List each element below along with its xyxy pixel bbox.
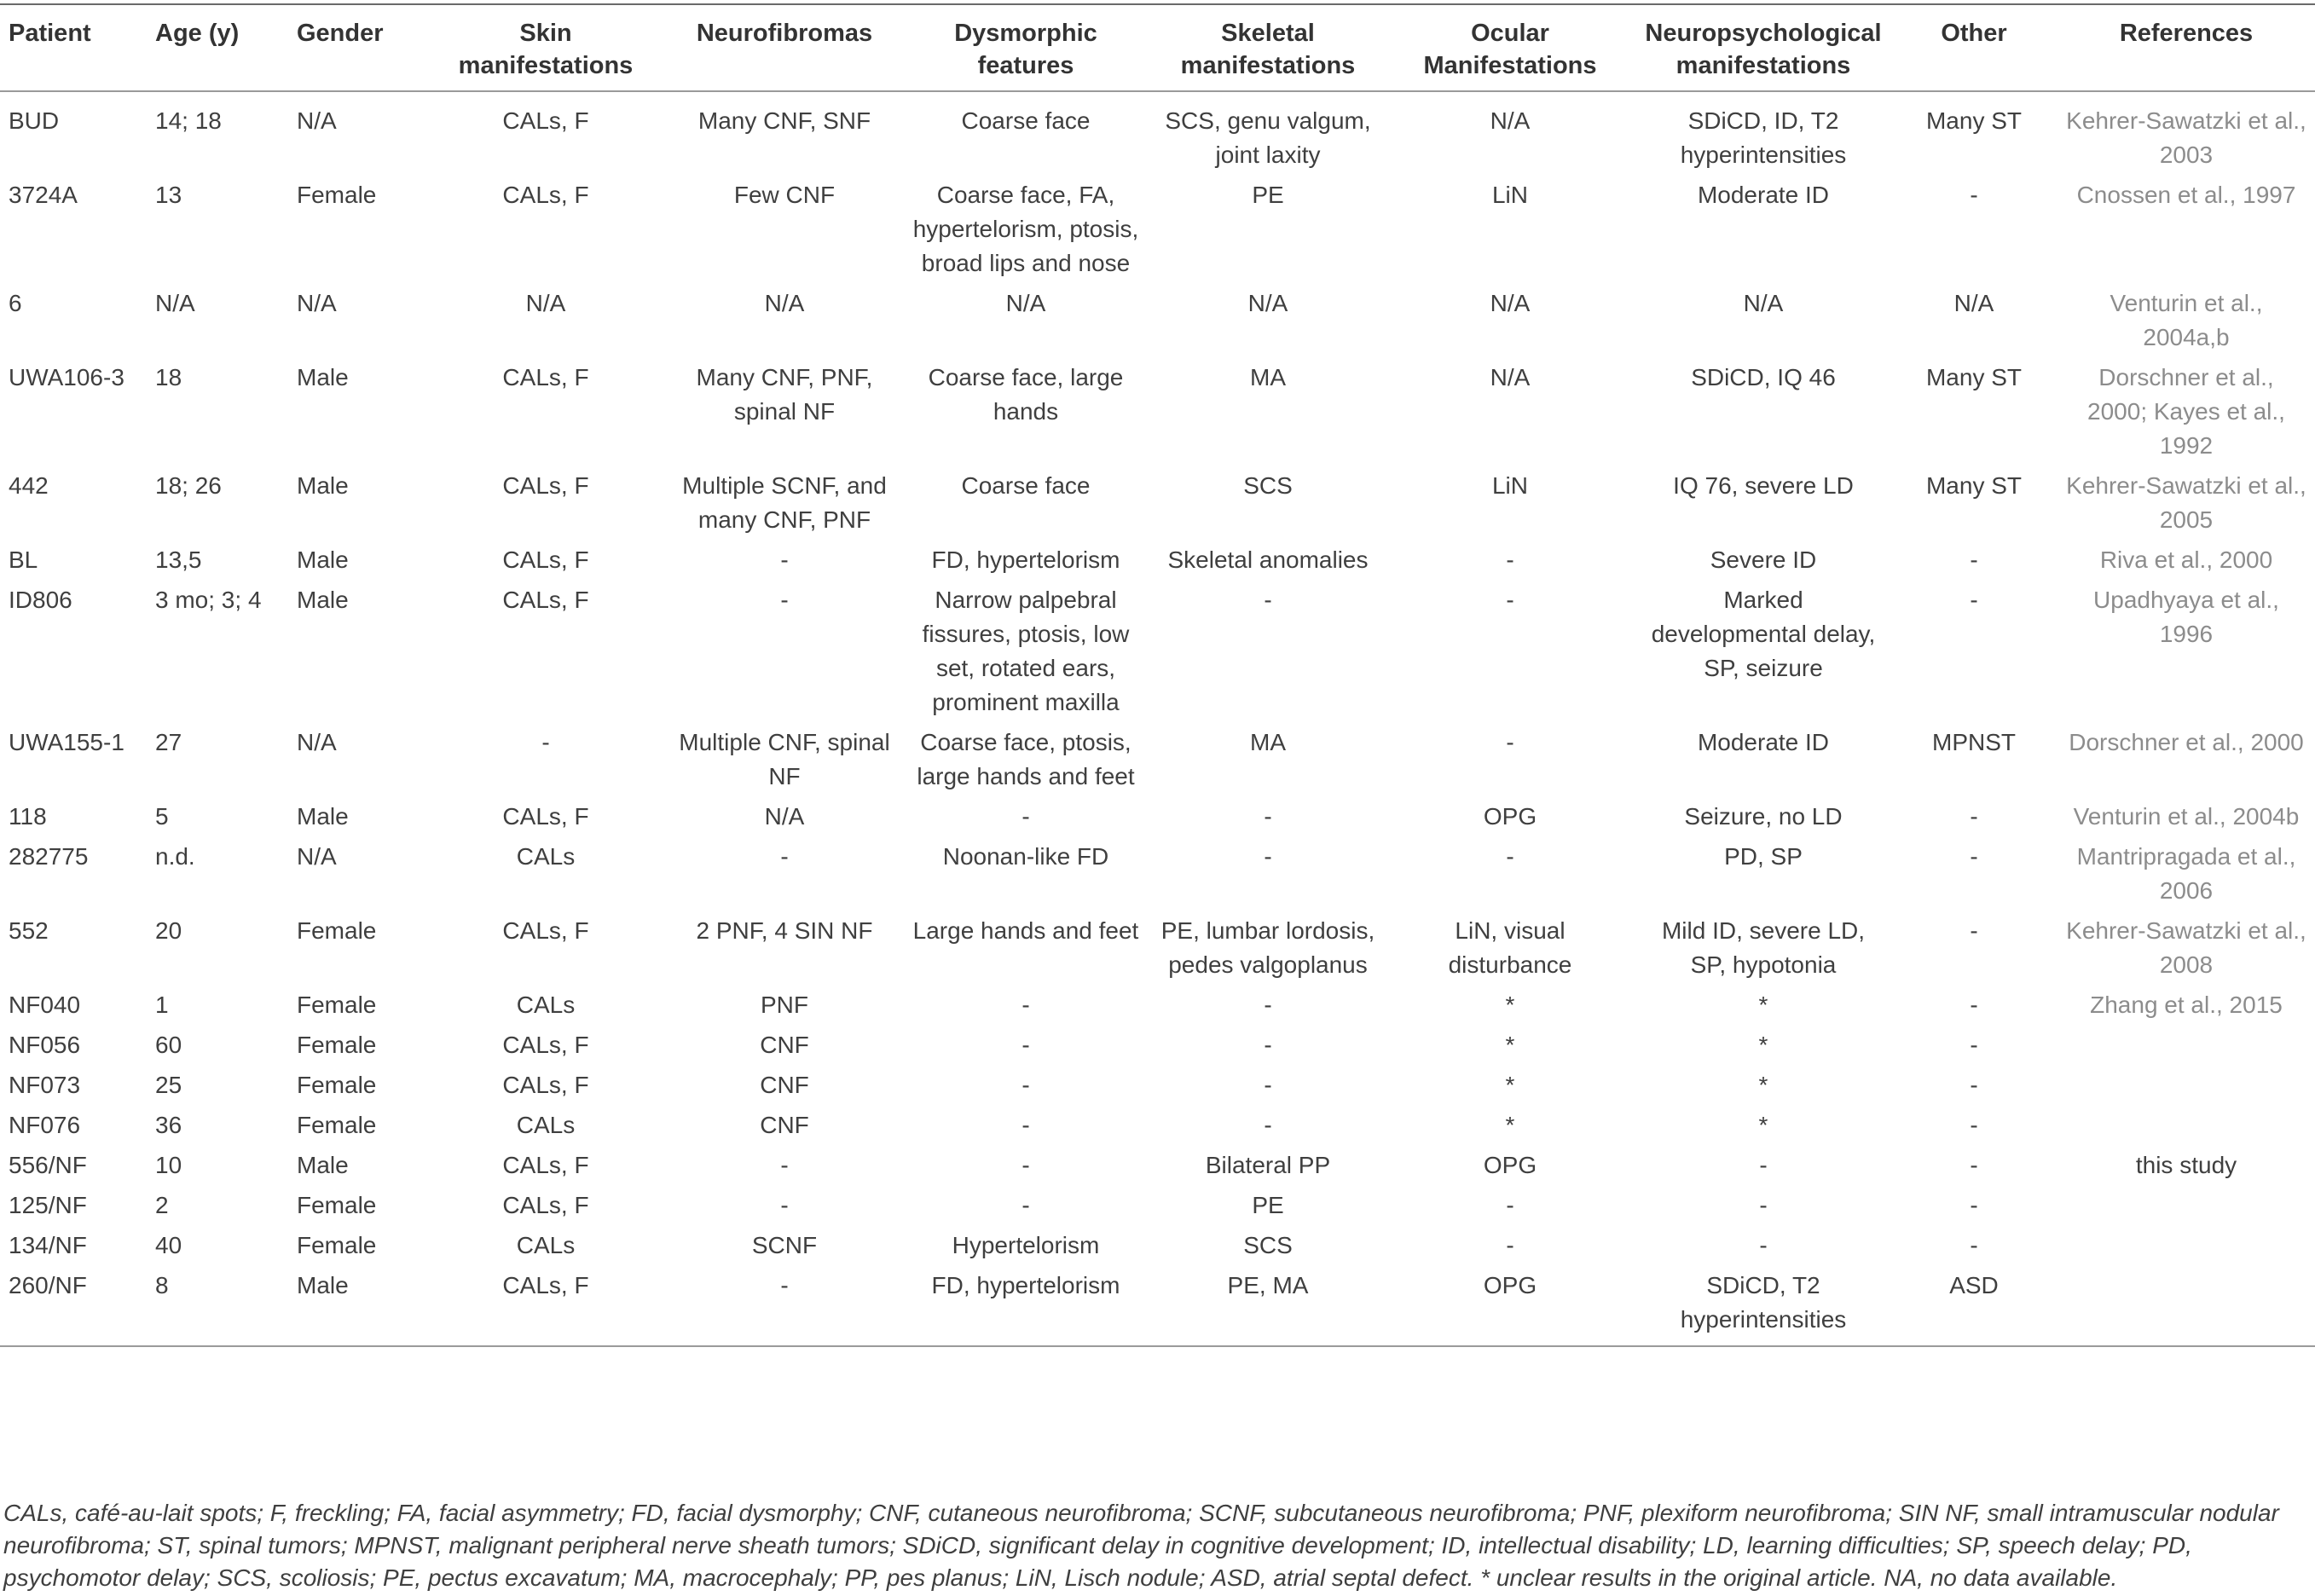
cell-skin: CALs, F bbox=[502, 364, 589, 390]
cell-gender: Male bbox=[297, 364, 349, 390]
cell-other: - bbox=[1970, 917, 1978, 944]
cell-neuropsych: - bbox=[1759, 1232, 1768, 1258]
cell-dysmorphic: Coarse face bbox=[961, 472, 1091, 499]
cell-ocular: - bbox=[1506, 587, 1514, 613]
header-patient: Patient bbox=[9, 20, 91, 47]
table-row bbox=[0, 1066, 2315, 1106]
cell-other: - bbox=[1970, 803, 1978, 830]
cell-neuropsych: Moderate ID bbox=[1697, 729, 1830, 755]
cell-ocular: - bbox=[1506, 546, 1514, 573]
cell-references bbox=[2057, 1106, 2315, 1146]
cell-skeletal: - bbox=[1264, 1032, 1272, 1058]
cell-neurofibromas: N/A bbox=[764, 803, 805, 830]
cell-other: Many ST bbox=[1925, 364, 2023, 390]
cell-age: 8 bbox=[155, 1272, 169, 1298]
cell-age: 13 bbox=[155, 182, 182, 208]
cell-skeletal: - bbox=[1264, 587, 1272, 613]
cell-neurofibromas: - bbox=[780, 1272, 789, 1298]
cell-skin: CALs, F bbox=[502, 1192, 589, 1218]
table-footnote: CALs, café-au-lait spots; F, freckling; FA, facial asymmetry; FD, facial dysmorphy; CNF, cutaneous neurofibroma; SCNF, subcutaneous neurofibroma; PNF, plexiform neurofibroma; SIN NF, small intramuscular nodular neurofibroma; ST, spinal tumors; MPNST, malignant peripheral nerve sheath tumors; SDiCD, significant delay in cognitive development; ID, intellectual disability; LD, learning difficulties; SP, speech delay; PD, psychomotor delay; SCS, scoliosis; PE, pectus excavatum; MA, macrocephaly; PP, pes planus; LiN, Lisch nodule; ASD, atrial septal defect. * unclear results in the original article. NA, no data available. bbox=[3, 1500, 2279, 1591]
cell-dysmorphic: Narrow palpebral fissures, ptosis, low set, rotated ears, prominent maxilla bbox=[922, 587, 1130, 715]
cell-skin: CALs, F bbox=[502, 1152, 589, 1178]
cell-neurofibromas: CNF bbox=[760, 1112, 809, 1138]
cell-patient: 442 bbox=[9, 472, 49, 499]
cell-neurofibromas: Multiple SCNF, and many CNF, PNF bbox=[682, 472, 887, 533]
header-gender: Gender bbox=[297, 20, 384, 47]
cell-skin: CALs, F bbox=[502, 107, 589, 134]
cell-gender: Female bbox=[297, 992, 377, 1018]
cell-age: 20 bbox=[155, 917, 182, 944]
cell-skin: CALs bbox=[516, 843, 576, 870]
cell-skeletal: SCS bbox=[1243, 472, 1293, 499]
cell-dysmorphic: Noonan-like FD bbox=[942, 843, 1109, 870]
cell-ocular: OPG bbox=[1483, 803, 1537, 830]
table-row bbox=[0, 1226, 2315, 1266]
cell-neuropsych: N/A bbox=[1743, 290, 1784, 316]
cell-neurofibromas: Many CNF, SNF bbox=[697, 107, 871, 134]
header-neurofibromas: Neurofibromas bbox=[696, 20, 873, 47]
cell-patient: 552 bbox=[9, 917, 49, 944]
cell-skin: CALs, F bbox=[502, 1272, 589, 1298]
cell-age: 60 bbox=[155, 1032, 182, 1058]
cell-other: - bbox=[1970, 1152, 1978, 1178]
cell-skeletal: MA bbox=[1250, 364, 1286, 390]
cell-ocular: - bbox=[1506, 1192, 1514, 1218]
cell-neuropsych: Mild ID, severe LD, SP, hypotonia bbox=[1661, 917, 1866, 978]
cell-ocular: OPG bbox=[1483, 1152, 1537, 1178]
cell-references bbox=[2057, 1226, 2315, 1266]
cell-gender: Female bbox=[297, 1112, 377, 1138]
header-age: Age (y) bbox=[155, 20, 240, 47]
cell-neurofibromas: SCNF bbox=[751, 1232, 818, 1258]
cell-neurofibromas: Many CNF, PNF, spinal NF bbox=[696, 364, 873, 425]
cell-references-link[interactable]: Upadhyaya et al., 1996 bbox=[2093, 587, 2279, 647]
cell-references-link[interactable]: Venturin et al., 2004b bbox=[2073, 803, 2300, 830]
cell-age: 2 bbox=[155, 1192, 169, 1218]
cell-other: Many ST bbox=[1925, 107, 2023, 134]
table-row bbox=[0, 1146, 2315, 1186]
cell-age: n.d. bbox=[155, 843, 195, 870]
cell-dysmorphic: N/A bbox=[1005, 290, 1046, 316]
cell-gender: Female bbox=[297, 1072, 377, 1098]
cell-other: N/A bbox=[1953, 290, 1994, 316]
cell-references bbox=[2057, 1266, 2315, 1346]
cell-age: N/A bbox=[155, 290, 195, 316]
cell-age: 10 bbox=[155, 1152, 182, 1178]
cell-age: 14; 18 bbox=[155, 107, 222, 134]
cell-references bbox=[2057, 1066, 2315, 1106]
cell-patient: 125/NF bbox=[9, 1192, 87, 1218]
cell-skin: CALs, F bbox=[502, 1072, 589, 1098]
table-body bbox=[0, 91, 2315, 1346]
cell-ocular: - bbox=[1506, 843, 1514, 870]
cell-references-link[interactable]: Mantripragada et al., 2006 bbox=[2076, 843, 2296, 904]
cell-ocular: * bbox=[1505, 992, 1515, 1018]
header-row bbox=[0, 4, 2315, 91]
cell-skeletal: MA bbox=[1250, 729, 1286, 755]
cell-skeletal: - bbox=[1264, 992, 1272, 1018]
cell-ocular: - bbox=[1506, 1232, 1514, 1258]
cell-dysmorphic: - bbox=[1021, 1072, 1030, 1098]
cell-skin: CALs, F bbox=[502, 917, 589, 944]
cell-ocular: - bbox=[1506, 729, 1514, 755]
table-row bbox=[0, 581, 2315, 723]
cell-other: - bbox=[1970, 1232, 1978, 1258]
cell-neuropsych: * bbox=[1758, 1112, 1768, 1138]
cell-references-link[interactable]: Dorschner et al., 2000; Kayes et al., 1992 bbox=[2087, 364, 2285, 459]
cell-ocular: N/A bbox=[1490, 364, 1531, 390]
cell-neurofibromas: - bbox=[780, 1192, 789, 1218]
cell-skeletal: PE bbox=[1252, 1192, 1284, 1218]
table-row bbox=[0, 1186, 2315, 1226]
cell-skin: CALs, F bbox=[502, 1032, 589, 1058]
cell-other: - bbox=[1970, 587, 1978, 613]
cell-skin: CALs, F bbox=[502, 803, 589, 830]
table-row bbox=[0, 91, 2315, 176]
table-row bbox=[0, 1266, 2315, 1346]
cell-ocular: N/A bbox=[1490, 290, 1531, 316]
cell-gender: Female bbox=[297, 1232, 377, 1258]
cell-references-link[interactable]: Cnossen et al., 1997 bbox=[2076, 182, 2296, 208]
cell-neurofibromas: Few CNF bbox=[733, 182, 836, 208]
cell-skin: CALs, F bbox=[502, 472, 589, 499]
cell-dysmorphic: - bbox=[1021, 1152, 1030, 1178]
cell-dysmorphic: Coarse face, ptosis, large hands and feet bbox=[917, 729, 1135, 789]
cell-ocular: * bbox=[1505, 1032, 1515, 1058]
cell-neuropsych: SDiCD, T2 hyperintensities bbox=[1680, 1272, 1847, 1333]
cell-dysmorphic: FD, hypertelorism bbox=[931, 1272, 1120, 1298]
cell-neuropsych: Marked developmental delay, SP, seizure bbox=[1651, 587, 1876, 681]
cell-skeletal: PE, lumbar lordosis, pedes valgoplanus bbox=[1160, 917, 1375, 978]
cell-patient: 6 bbox=[9, 290, 22, 316]
cell-other: ASD bbox=[1949, 1272, 1999, 1298]
cell-skeletal: - bbox=[1264, 1072, 1272, 1098]
cell-dysmorphic: Coarse face, large hands bbox=[928, 364, 1124, 425]
cell-other: - bbox=[1970, 182, 1978, 208]
cell-other: MPNST bbox=[1932, 729, 2016, 755]
cell-dysmorphic: - bbox=[1021, 992, 1030, 1018]
table-row bbox=[0, 797, 2315, 837]
cell-patient: 260/NF bbox=[9, 1272, 87, 1298]
cell-references bbox=[2057, 1026, 2315, 1066]
cell-other: - bbox=[1970, 1072, 1978, 1098]
header-references: References bbox=[2119, 20, 2254, 47]
cell-gender: N/A bbox=[297, 843, 337, 870]
cell-neuropsych: - bbox=[1759, 1152, 1768, 1178]
cell-age: 13,5 bbox=[155, 546, 202, 573]
cell-skin: CALs bbox=[516, 992, 576, 1018]
cell-age: 36 bbox=[155, 1112, 182, 1138]
cell-skin: CALs, F bbox=[502, 182, 589, 208]
cell-skin: CALs, F bbox=[502, 546, 589, 573]
header-other: Other bbox=[1941, 20, 2007, 47]
table-row bbox=[0, 1026, 2315, 1066]
cell-age: 25 bbox=[155, 1072, 182, 1098]
cell-skeletal: Bilateral PP bbox=[1205, 1152, 1331, 1178]
cell-references-link[interactable]: Kehrer-Sawatzki et al., 2008 bbox=[2066, 917, 2306, 978]
cell-gender: Male bbox=[297, 587, 349, 613]
cell-patient: UWA155-1 bbox=[9, 729, 124, 755]
cell-age: 18 bbox=[155, 364, 182, 390]
cell-gender: Male bbox=[297, 1272, 349, 1298]
cell-ocular: LiN, visual disturbance bbox=[1448, 917, 1572, 978]
cell-ocular: OPG bbox=[1483, 1272, 1537, 1298]
cell-other: - bbox=[1970, 1032, 1978, 1058]
cell-patient: BL bbox=[9, 546, 38, 573]
cell-skin: CALs, F bbox=[502, 587, 589, 613]
cell-dysmorphic: Large hands and feet bbox=[912, 917, 1139, 944]
cell-references-link[interactable]: Zhang et al., 2015 bbox=[2090, 992, 2283, 1018]
cell-neurofibromas: - bbox=[780, 587, 789, 613]
cell-gender: Female bbox=[297, 1032, 377, 1058]
cell-dysmorphic: Coarse face bbox=[961, 107, 1091, 134]
cell-gender: Female bbox=[297, 182, 377, 208]
cell-patient: ID806 bbox=[9, 587, 72, 613]
cell-neuropsych: Moderate ID bbox=[1697, 182, 1830, 208]
cell-patient: 282775 bbox=[9, 843, 89, 870]
cell-skin: CALs bbox=[516, 1112, 576, 1138]
cell-skeletal: - bbox=[1264, 1112, 1272, 1138]
cell-neurofibromas: 2 PNF, 4 SIN NF bbox=[696, 917, 873, 944]
cell-dysmorphic: Hypertelorism bbox=[952, 1232, 1100, 1258]
cell-dysmorphic: - bbox=[1021, 1032, 1030, 1058]
header-dysmorphic: Dysmorphic features bbox=[954, 20, 1097, 79]
cell-age: 5 bbox=[155, 803, 169, 830]
cell-ocular: * bbox=[1505, 1072, 1515, 1098]
cell-other: - bbox=[1970, 546, 1978, 573]
cell-neuropsych: - bbox=[1759, 1192, 1768, 1218]
cell-age: 3 mo; 3; 4 bbox=[155, 587, 262, 613]
cell-neurofibromas: N/A bbox=[764, 290, 805, 316]
cell-neuropsych: IQ 76, severe LD bbox=[1673, 472, 1854, 499]
cell-ocular: LiN bbox=[1491, 182, 1528, 208]
cell-skin: CALs bbox=[516, 1232, 576, 1258]
cell-neuropsych: SDiCD, IQ 46 bbox=[1691, 364, 1836, 390]
cell-patient: 134/NF bbox=[9, 1232, 87, 1258]
table-row bbox=[0, 466, 2315, 541]
cell-other: - bbox=[1970, 1192, 1978, 1218]
cell-patient: 3724A bbox=[9, 182, 78, 208]
cell-age: 27 bbox=[155, 729, 182, 755]
cell-neuropsych: * bbox=[1758, 1072, 1768, 1098]
cell-neuropsych: Seizure, no LD bbox=[1684, 803, 1843, 830]
cell-neuropsych: Severe ID bbox=[1710, 546, 1817, 573]
cell-references: this study bbox=[2135, 1152, 2237, 1178]
table-header bbox=[0, 4, 2315, 91]
cell-skeletal: - bbox=[1264, 843, 1272, 870]
cell-neuropsych: SDiCD, ID, T2 hyperintensities bbox=[1680, 107, 1847, 168]
cell-ocular: * bbox=[1505, 1112, 1515, 1138]
cell-skeletal: PE, MA bbox=[1227, 1272, 1309, 1298]
header-ocular: Ocular Manifestations bbox=[1423, 20, 1597, 79]
cell-patient: NF073 bbox=[9, 1072, 81, 1098]
cell-gender: Male bbox=[297, 803, 349, 830]
cell-patient: NF056 bbox=[9, 1032, 81, 1058]
cell-neuropsych: PD, SP bbox=[1724, 843, 1803, 870]
cell-age: 1 bbox=[155, 992, 169, 1018]
cell-age: 18; 26 bbox=[155, 472, 222, 499]
cell-neurofibromas: - bbox=[780, 546, 789, 573]
cell-neurofibromas: PNF bbox=[761, 992, 808, 1018]
table-row bbox=[0, 358, 2315, 466]
cell-skeletal: PE bbox=[1252, 182, 1284, 208]
table-row bbox=[0, 1106, 2315, 1146]
cell-dysmorphic: - bbox=[1021, 803, 1030, 830]
cell-patient: 556/NF bbox=[9, 1152, 87, 1178]
cell-skeletal: SCS, genu valgum, joint laxity bbox=[1165, 107, 1371, 168]
cell-patient: 118 bbox=[9, 803, 47, 830]
cell-skeletal: SCS bbox=[1243, 1232, 1293, 1258]
cell-skeletal: Skeletal anomalies bbox=[1167, 546, 1369, 573]
cell-references-link[interactable]: Dorschner et al., 2000 bbox=[2069, 729, 2304, 755]
table-row bbox=[0, 176, 2315, 284]
cell-patient: BUD bbox=[9, 107, 60, 134]
header-neuropsych: Neuropsychological manifestations bbox=[1645, 20, 1882, 79]
cell-gender: Male bbox=[297, 1152, 349, 1178]
cell-neurofibromas: Multiple CNF, spinal NF bbox=[679, 729, 890, 789]
cell-other: Many ST bbox=[1925, 472, 2023, 499]
cell-dysmorphic: Coarse face, FA, hypertelorism, ptosis, broad lips and nose bbox=[912, 182, 1139, 276]
cell-skeletal: N/A bbox=[1247, 290, 1288, 316]
cell-skin: - bbox=[541, 729, 550, 755]
cell-other: - bbox=[1970, 992, 1978, 1018]
cell-gender: Male bbox=[297, 472, 349, 499]
cell-neurofibromas: CNF bbox=[760, 1072, 809, 1098]
cell-references-link[interactable]: Kehrer-Sawatzki et al., 2003 bbox=[2066, 107, 2306, 168]
cell-gender: N/A bbox=[297, 729, 337, 755]
cell-references-link[interactable]: Riva et al., 2000 bbox=[2099, 546, 2273, 573]
table-row bbox=[0, 284, 2315, 358]
cell-gender: N/A bbox=[297, 107, 337, 134]
cell-dysmorphic: FD, hypertelorism bbox=[931, 546, 1120, 573]
patient-features-table bbox=[0, 3, 2315, 1347]
table-row bbox=[0, 911, 2315, 986]
cell-skin: N/A bbox=[525, 290, 566, 316]
table-row bbox=[0, 986, 2315, 1026]
cell-age: 40 bbox=[155, 1232, 182, 1258]
cell-neurofibromas: - bbox=[780, 843, 789, 870]
cell-references bbox=[2057, 1186, 2315, 1226]
cell-neuropsych: * bbox=[1758, 992, 1768, 1018]
cell-gender: Male bbox=[297, 546, 349, 573]
table-row bbox=[0, 837, 2315, 911]
cell-neurofibromas: CNF bbox=[760, 1032, 809, 1058]
cell-patient: NF040 bbox=[9, 992, 81, 1018]
cell-gender: N/A bbox=[297, 290, 337, 316]
cell-patient: UWA106-3 bbox=[9, 364, 124, 390]
cell-dysmorphic: - bbox=[1021, 1192, 1030, 1218]
cell-skeletal: - bbox=[1264, 803, 1272, 830]
table-row bbox=[0, 541, 2315, 581]
cell-gender: Female bbox=[297, 1192, 377, 1218]
cell-gender: Female bbox=[297, 917, 377, 944]
header-skeletal: Skeletal manifestations bbox=[1180, 20, 1356, 79]
cell-other: - bbox=[1970, 1112, 1978, 1138]
cell-other: - bbox=[1970, 843, 1978, 870]
cell-ocular: LiN bbox=[1491, 472, 1528, 499]
cell-ocular: N/A bbox=[1490, 107, 1531, 134]
cell-references-link[interactable]: Kehrer-Sawatzki et al., 2005 bbox=[2066, 472, 2306, 533]
header-skin: Skin manifestations bbox=[458, 20, 634, 79]
table-row bbox=[0, 723, 2315, 797]
cell-patient: NF076 bbox=[9, 1112, 81, 1138]
cell-neuropsych: * bbox=[1758, 1032, 1768, 1058]
cell-dysmorphic: - bbox=[1021, 1112, 1030, 1138]
cell-neurofibromas: - bbox=[780, 1152, 789, 1178]
cell-references-link[interactable]: Venturin et al., 2004a,b bbox=[2110, 290, 2263, 350]
